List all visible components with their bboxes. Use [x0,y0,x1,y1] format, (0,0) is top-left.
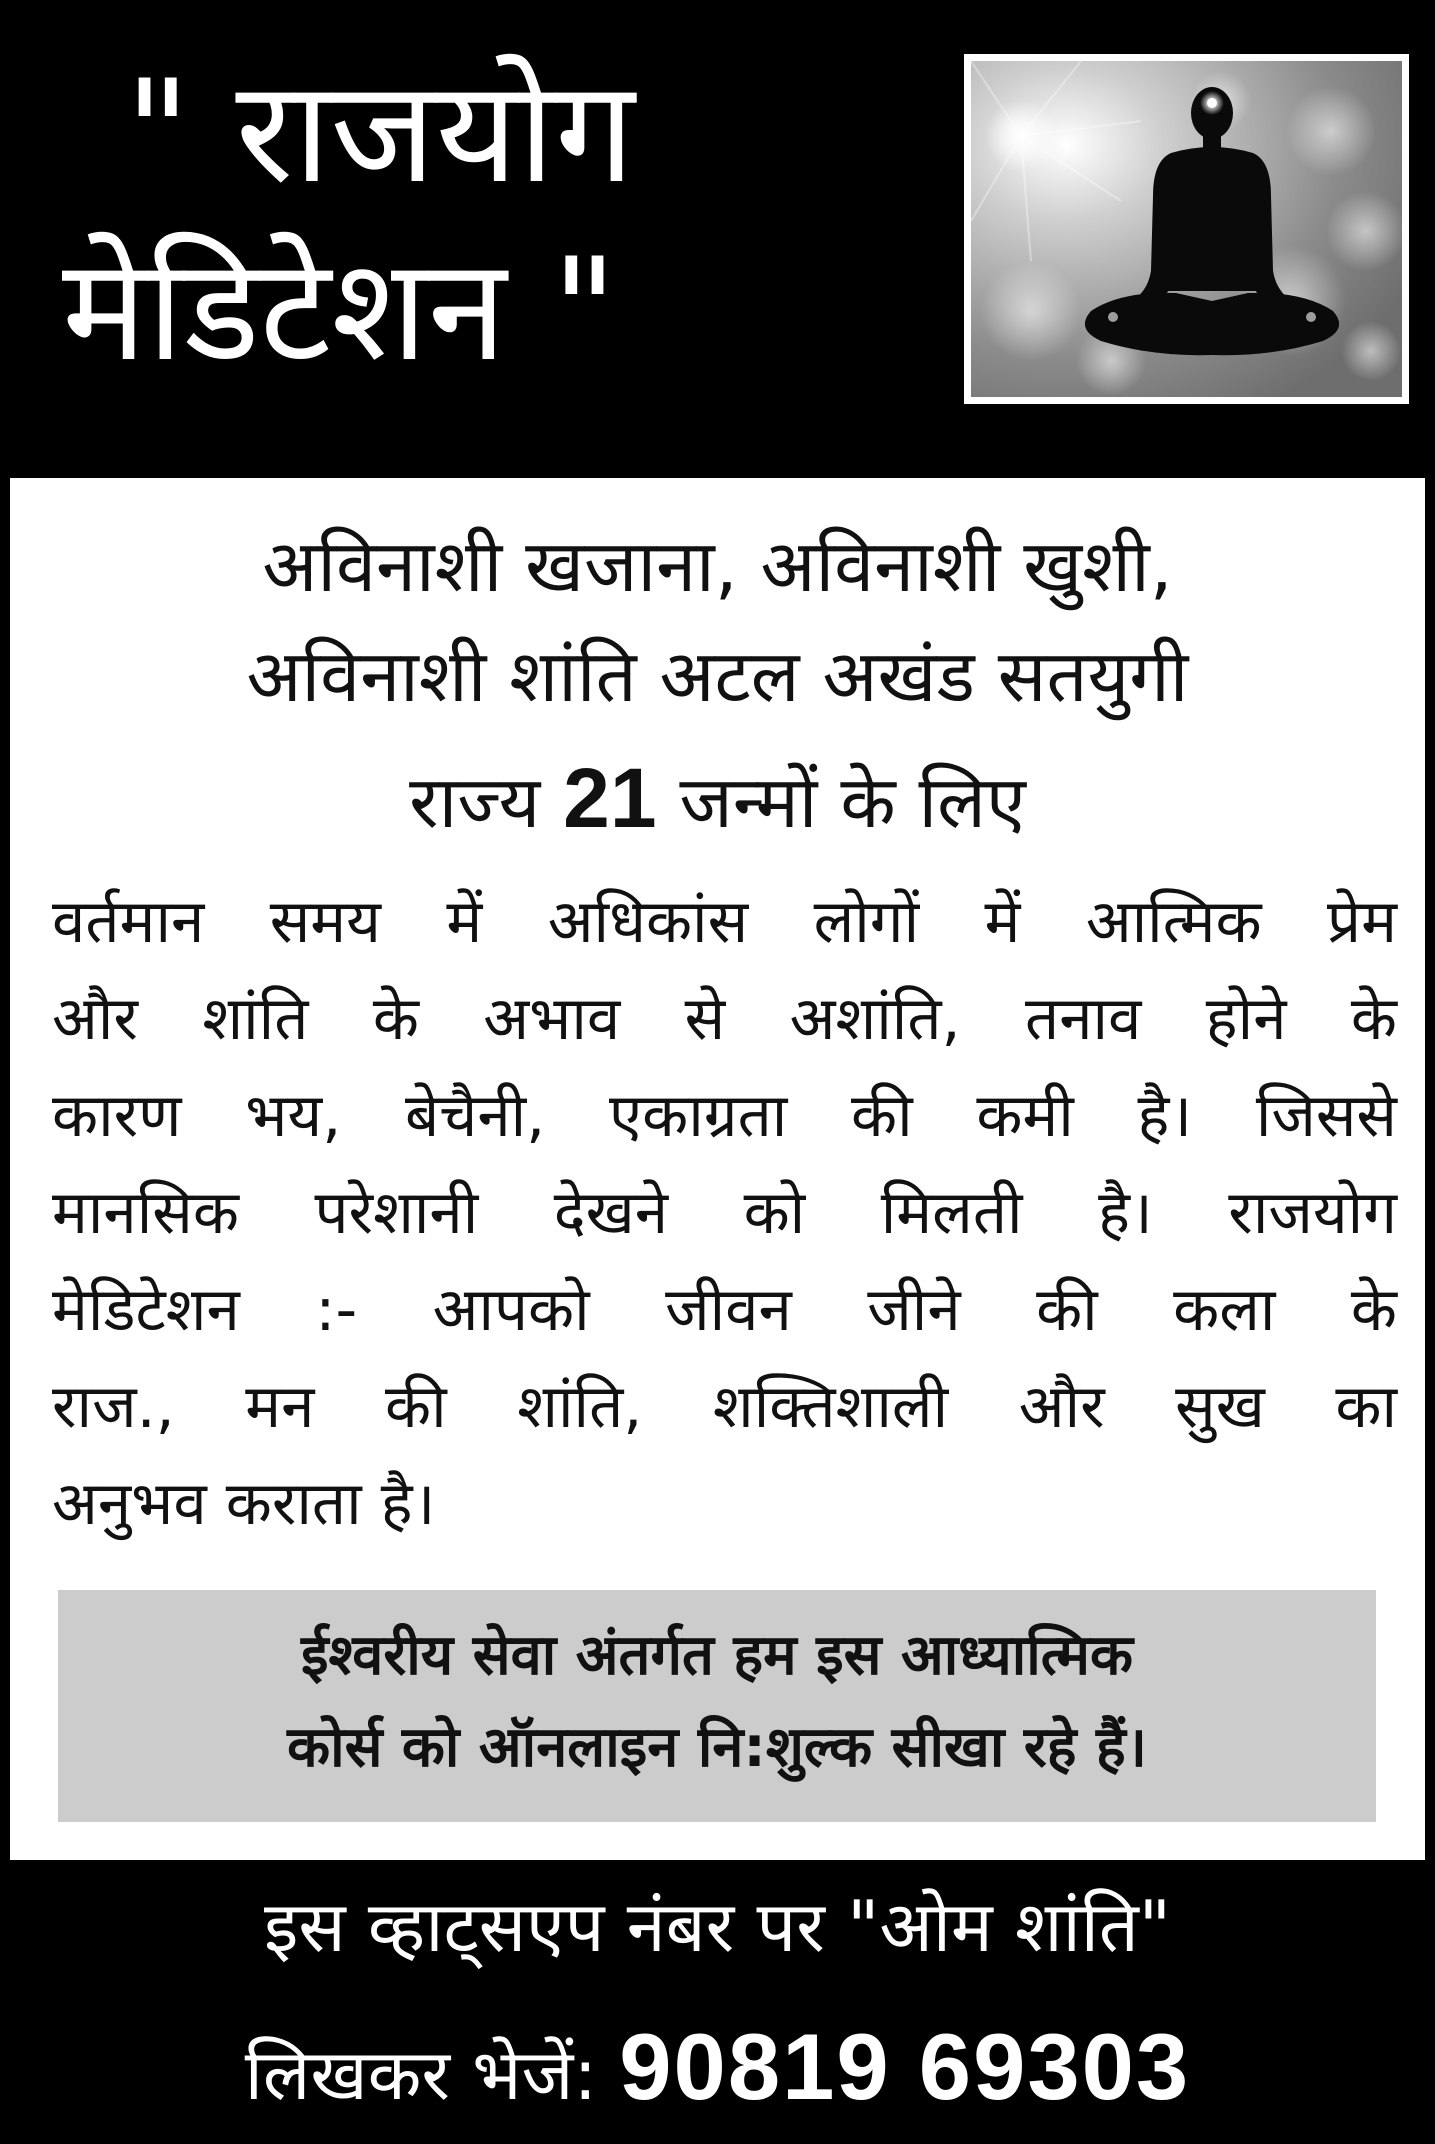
footer-label: लिखकर भेजें: [244,2034,620,2116]
whatsapp-phone-number: 90819 69303 [619,2014,1191,2119]
paragraph-line: मानसिक परेशानी देखने को मिलती है। राजयोग [52,1178,1397,1248]
paragraph-line: राज., मन की शांति, शक्तिशाली और सुख का [52,1372,1397,1442]
paragraph-line: अनुभव कराता है। [52,1469,436,1539]
title-line-2: मेडिटेशन " [62,228,618,393]
meditation-photo [964,54,1409,404]
footer-line-1: इस व्हाट्सएप नंबर पर "ओम शांति" [263,1886,1171,1968]
births-number: 21 [563,751,657,845]
notice-line-2: कोर्स को ऑनलाइन नि:शुल्क सीखा रहे हैं। [287,1715,1147,1780]
headline-line-3-before: राज्य [409,760,564,844]
paragraph-line: कारण भय, बेचैनी, एकाग्रता की कमी है। जिससे [52,1081,1397,1151]
headline-line-3 [10,751,1425,845]
header-band [0,0,1435,470]
footer-line-2 [0,2014,1435,2119]
title-line-1: " राजयोग [125,50,635,215]
headline-line-2: अविनाशी शांति अटल अखंड सतयुगी [246,634,1189,718]
paragraph-line: वर्तमान समय में अधिकांस लोगों में आत्मिक प्रेम [52,887,1397,957]
meditation-silhouette-icon [971,61,1402,397]
content-panel [10,478,1425,1860]
free-course-notice [58,1590,1376,1822]
headline-line-3-after: जन्मों के लिए [656,760,1026,844]
headline-line-1: अविनाशी खजाना, अविनाशी खुशी, [262,524,1173,608]
paragraph-line: मेडिटेशन :- आपको जीवन जीने की कला के [52,1275,1397,1345]
notice-line-1: ईश्वरीय सेवा अंतर्गत हम इस आध्यात्मिक [300,1623,1134,1688]
paragraph-line: और शांति के अभाव से अशांति, तनाव होने के [52,984,1397,1054]
